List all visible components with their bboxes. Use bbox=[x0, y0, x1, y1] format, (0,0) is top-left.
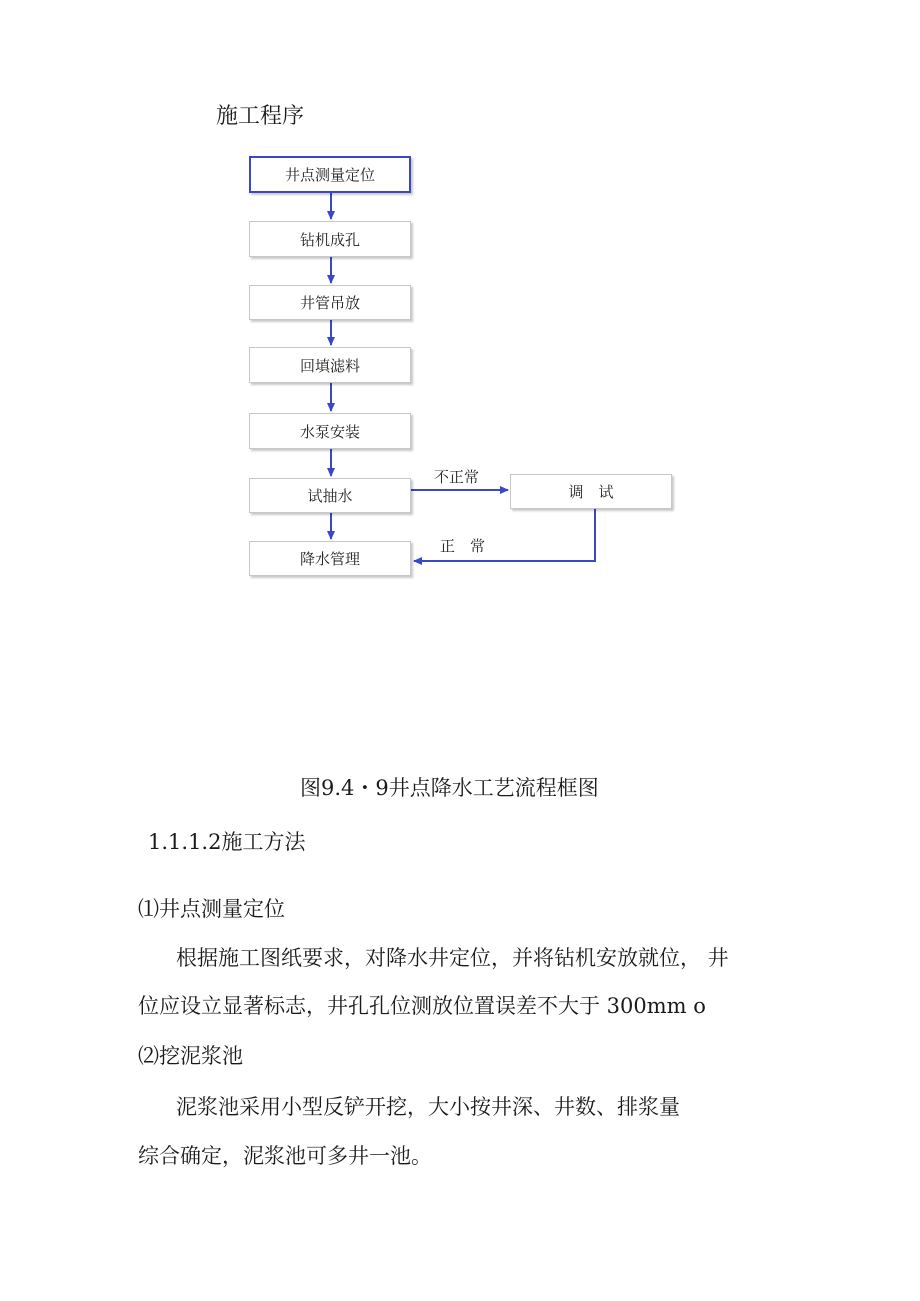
method-heading: 1.1.1.2施工方法 bbox=[148, 830, 306, 854]
item-1-line-2: 位应设立显著标志，井孔孔位测放位置误差不大于 300mm o bbox=[138, 994, 706, 1018]
flow-step-drilling: 钻机成孔 bbox=[249, 221, 411, 257]
flow-label-abnormal: 不正常 bbox=[434, 468, 480, 486]
flow-step-trial: 试抽水 bbox=[249, 478, 411, 513]
flow-step-filter: 回填滤料 bbox=[249, 347, 411, 383]
item-1-line-1: 根据施工图纸要求，对降水井定位，并将钻机安放就位， 井 bbox=[176, 946, 729, 970]
item-2-line-1: 泥浆池采用小型反铲开挖，大小按井深、井数、排浆量 bbox=[176, 1095, 680, 1119]
flow-step-pipe: 井管吊放 bbox=[249, 285, 411, 320]
flow-debug: 调 试 bbox=[510, 474, 672, 509]
flow-label-normal: 正 常 bbox=[440, 537, 486, 555]
flow-step-pump: 水泵安装 bbox=[249, 413, 411, 449]
figure-caption: 图9.4・9井点降水工艺流程框图 bbox=[300, 776, 599, 800]
item-1-title: ⑴井点测量定位 bbox=[138, 897, 285, 921]
flow-step-management: 降水管理 bbox=[249, 541, 411, 576]
item-2-title: ⑵挖泥浆池 bbox=[138, 1044, 243, 1068]
item-2-line-2: 综合确定，泥浆池可多井一池。 bbox=[138, 1144, 432, 1168]
section-title: 施工程序 bbox=[216, 104, 305, 129]
flow-step-survey: 井点测量定位 bbox=[249, 156, 411, 193]
